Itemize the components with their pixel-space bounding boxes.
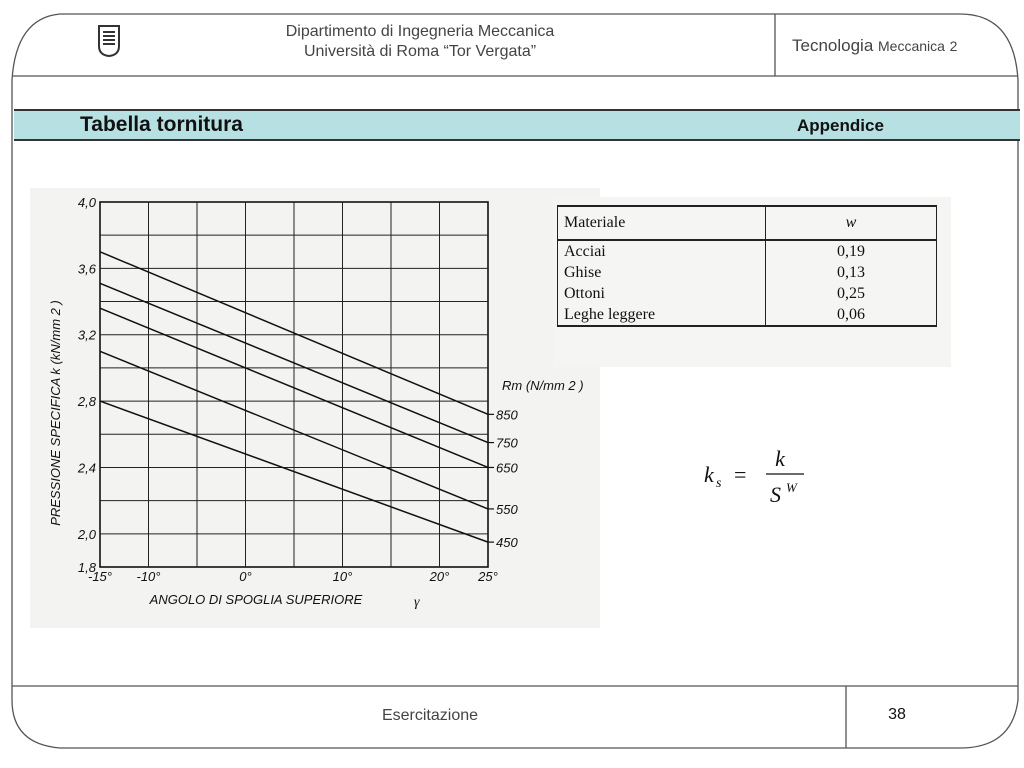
w-cell: 0,06	[766, 304, 937, 326]
y-axis-label: PRESSIONE SPECIFICA k (kN/mm 2 )	[48, 300, 63, 526]
x-tick-label: 0°	[239, 569, 252, 584]
university-logo	[96, 24, 122, 58]
cutting-pressure-chart	[30, 188, 600, 628]
table-row	[558, 283, 937, 304]
y-tick-label: 1,8	[77, 560, 96, 575]
specific-pressure-formula	[700, 440, 820, 510]
x-tick-label: 20°	[429, 569, 450, 584]
column-header-material: Materiale	[558, 206, 766, 240]
department-line-1: Dipartimento di Ingegneria Meccanica	[285, 23, 555, 40]
y-tick-label: 2,4	[77, 460, 96, 476]
formula-equals: =	[734, 462, 747, 487]
legend-title: Rm (N/mm 2 )	[502, 378, 584, 393]
material-cell: Acciai	[558, 240, 766, 262]
w-cell: 0,25	[766, 283, 937, 304]
course-number: 2	[949, 38, 958, 54]
x-tick-label: 25°	[478, 569, 498, 584]
table-row	[558, 240, 937, 262]
material-cell: Ghise	[558, 262, 766, 283]
series-end-label: 450	[496, 535, 518, 551]
w-cell: 0,13	[766, 262, 937, 283]
slide-title: Tabella tornitura	[80, 113, 243, 136]
page-number: 38	[888, 706, 906, 723]
x-tick-label: -15°	[88, 569, 112, 584]
formula-lhs: k	[704, 462, 714, 487]
table-header-row	[558, 206, 937, 240]
x-tick-label: 10°	[332, 569, 353, 584]
material-table	[557, 205, 937, 327]
formula-lhs-subscript: s	[716, 476, 722, 491]
formula-numerator: k	[775, 446, 785, 471]
y-tick-label: 2,0	[77, 526, 96, 542]
department-line-2: Università di Roma “Tor Vergata”	[303, 43, 537, 60]
department-name	[220, 22, 620, 62]
formula-denominator: S	[770, 482, 781, 507]
material-cell: Leghe leggere	[558, 304, 766, 326]
series-end-label: 650	[496, 460, 518, 476]
material-cell: Ottoni	[558, 283, 766, 304]
series-end-label: 550	[496, 501, 518, 517]
x-tick-label: -10°	[136, 569, 161, 584]
course-title	[792, 36, 957, 56]
y-tick-label: 4,0	[77, 195, 96, 210]
table-row	[558, 304, 937, 326]
table-row	[558, 262, 937, 283]
course-main: Tecnologia	[792, 36, 874, 55]
course-small: Meccanica	[878, 38, 945, 54]
formula-denominator-exponent: W	[786, 480, 797, 495]
material-table-area	[553, 197, 951, 367]
w-cell: 0,19	[766, 240, 937, 262]
section-label: Appendice	[797, 116, 884, 135]
footer-label: Esercitazione	[381, 707, 479, 724]
y-tick-label: 3,2	[77, 327, 96, 343]
y-tick-label: 2,8	[77, 394, 96, 410]
x-axis-label: ANGOLO DI SPOGLIA SUPERIORE	[149, 592, 363, 607]
x-axis-symbol: γ	[414, 595, 420, 610]
y-tick-label: 3,6	[77, 261, 96, 277]
series-end-label: 750	[496, 435, 518, 451]
series-end-label: 850	[496, 407, 518, 423]
column-header-w: w	[766, 206, 937, 240]
